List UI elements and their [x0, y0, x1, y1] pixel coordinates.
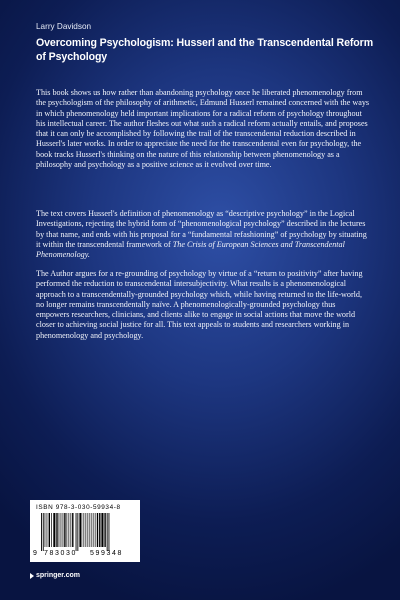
barcode-bar [87, 513, 88, 547]
author-name: Larry Davidson [36, 22, 92, 31]
barcode-bar [77, 513, 78, 551]
barcode-bar [107, 513, 108, 551]
ean-first-digit: 9 [33, 550, 37, 557]
publisher-website-label: springer.com [36, 572, 80, 579]
barcode-bar [76, 513, 77, 551]
barcode-bar [43, 513, 44, 551]
barcode-bar [61, 513, 62, 547]
publisher-website[interactable] [30, 572, 80, 579]
book-title: Overcoming Psychologism: Husserl and the Transcendental Reform of Psychology [36, 37, 374, 63]
barcode-bar [51, 513, 52, 547]
barcode-bar [49, 513, 50, 547]
ean-group-right: 599348 [90, 550, 123, 557]
barcode-bar [97, 513, 98, 547]
barcode-bar [59, 513, 60, 547]
barcode-bar [99, 513, 100, 547]
blurb-book-reference: The Crisis of European Sciences and Transcendental Phenomenology. [36, 239, 345, 260]
barcode-bar [45, 513, 46, 547]
ean-group-left: 783030 [44, 550, 77, 557]
barcode-bar [79, 513, 81, 547]
blurb-paragraph-2-text: The text covers Husserl's definition of phenomenology as “descriptive psychology” in the Logical Investigations, rejecting the hybrid form of “phenomenological psychology” described in the lectures by that name, and ends with his proposal for a “fundamental refashioning” of psychology by situating it within the transcendental framework of [36, 209, 367, 249]
barcode-bar [83, 513, 84, 547]
barcode-image [40, 513, 132, 551]
barcode-bar [72, 513, 73, 547]
isbn-number: ISBN 978-3-030-59934-8 [36, 504, 121, 511]
barcode-bar [85, 513, 86, 547]
barcode-bar [91, 513, 92, 547]
barcode-bar [71, 513, 72, 547]
barcode-bar [109, 513, 110, 551]
barcode-bar [53, 513, 55, 547]
barcode-bar [95, 513, 96, 547]
barcode-bar [63, 513, 64, 547]
blurb-paragraph-1: This book shows us how rather than abandoning psychology once he liberated phenomenology from the psychologism of the philosophy of arithmetic, Edmund Husserl remained concerned with the ways in which phenomenology held important implications for a radical reform of psychology throughout his intellectual career. The author fleshes out what such a radical reform actually entails, and proposes that it can only be accomplished by following the trail of the transcendental reduction described in Husserl's later works. In order to appreciate the need for the transcendental even for psychology, the book tracks Husserl's thinking on the nature of this relationship between phenomenology as a philosophy and psychology as a positive science as it evolved over time. [36, 88, 370, 170]
isbn-barcode-box [30, 500, 140, 562]
barcode-bar [41, 513, 42, 551]
barcode-bar [64, 513, 65, 547]
barcode-bar [101, 513, 103, 547]
barcode-bar [93, 513, 94, 547]
arrow-icon [30, 573, 34, 579]
blurb-paragraph-3: The Author argues for a re-grounding of psychology by virtue of a “return to positivity” after having performed the reduction to transcendental intersubjectivity. What results is a phenomenological approach to a transcendentally-grounded psychology which, while having returned to the life-world, no longer remains transcendentally naïve. A phenomenologically-grounded psychology thus empowers researchers, clinicians, and clients alike to engage in social actions that move the world closer to achieving social justice for all. This text appeals to students and researchers working in phenomenology and psychology. [36, 269, 363, 340]
barcode-bar [56, 513, 57, 547]
barcode-bar [69, 513, 70, 547]
barcode-bar [89, 513, 90, 547]
blurb-paragraph-2 [36, 209, 370, 260]
barcode-bar [104, 513, 105, 547]
barcode-bar [47, 513, 48, 547]
barcode-bar [67, 513, 68, 547]
